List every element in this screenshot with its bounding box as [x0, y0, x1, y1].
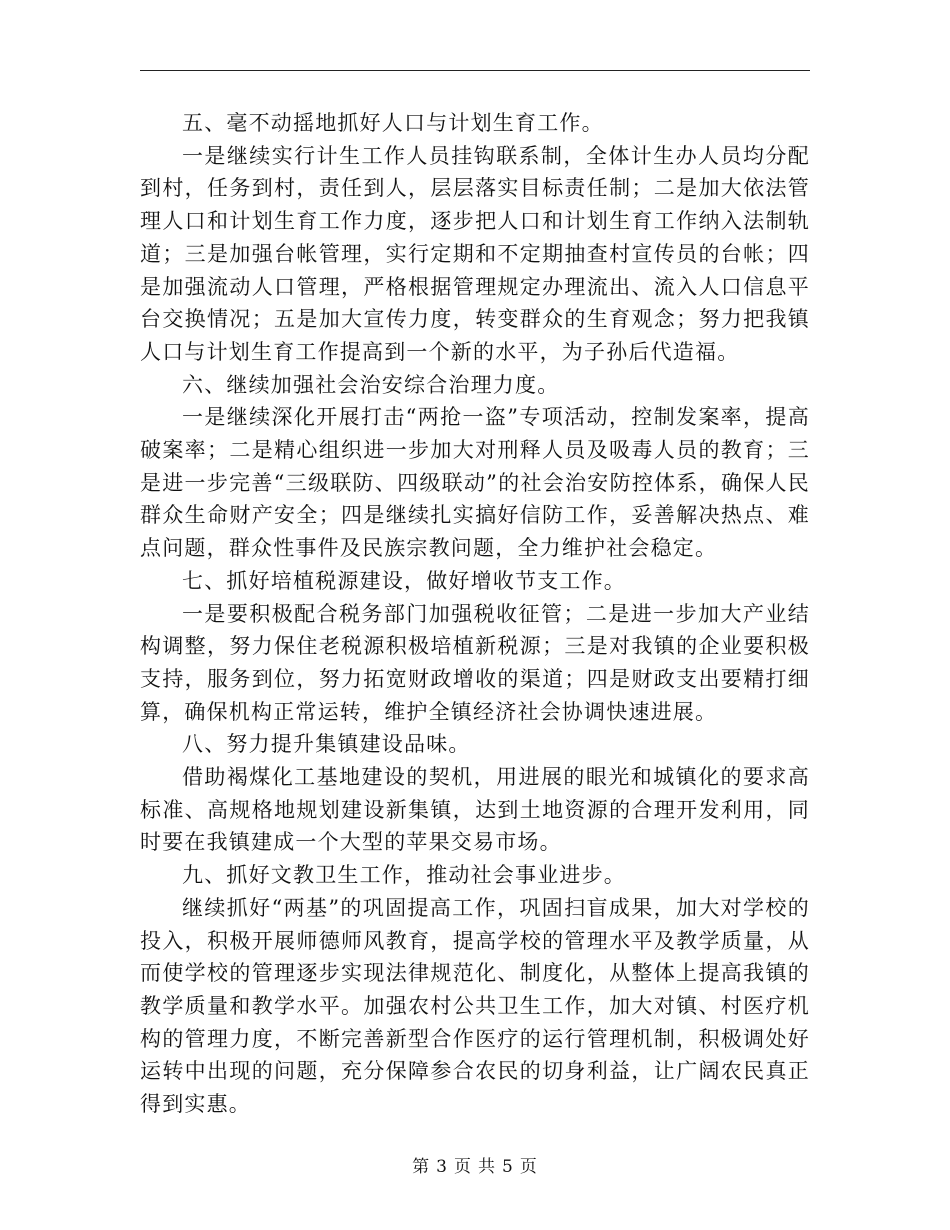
section-heading-6: 六、继续加强社会治安综合治理力度。 — [182, 372, 560, 397]
document-body — [140, 107, 810, 1121]
body-paragraph: 借助褐煤化工基地建设的契机，用进展的眼光和城镇化的要求高标准、高规格地规划建设新集镇，达到土地资源的合理开发利用，同时要在我镇建成一个大型的苹果交易市场。 — [140, 765, 810, 855]
footer-page-word: 页 — [454, 1157, 472, 1177]
section-heading-8: 八、努力提升集镇建设品味。 — [182, 732, 471, 757]
body-paragraph: 继续抓好“两基”的巩固提高工作，巩固扫盲成果，加大对学校的投入，积极开展师德师风教育，提高学校的管理水平及教学质量，从而使学校的管理逐步实现法律规范化、制度化，从整体上提高我镇的教学质量和教学水平。加强农村公共卫生工作，加大对镇、村医疗机构的管理力度，不断完善新型合作医疗的运行管理机制，积极调处好运转中出现的问题，充分保障参合农民的切身利益，让广阔农民真正得到实惠。 — [140, 895, 810, 1117]
body-paragraph: 一是继续深化开展打击“两抢一盗”专项活动，控制发案率，提高破案率；二是精心组织进一步加大对刑释人员及吸毒人员的教育；三是进一步完善“三级联防、四级联动”的社会治安防控体系，确保人民群众生命财产安全；四是继续扎实搞好信防工作，妥善解决热点、难点问题，群众性事件及民族宗教问题，全力维护社会稳定。 — [140, 405, 810, 561]
header-rule — [140, 70, 810, 71]
section-heading-7: 七、抓好培植税源建设，做好增收节支工作。 — [182, 568, 626, 593]
section-heading-9: 九、抓好文教卫生工作，推动社会事业进步。 — [182, 863, 626, 888]
body-paragraph: 一是继续实行计生工作人员挂钩联系制，全体计生办人员均分配到村，任务到村，责任到人，层层落实目标责任制；二是加大依法管理人口和计划生育工作力度，逐步把人口和计划生育工作纳入法制轨道；三是加强台帐管理，实行定期和不定期抽查村宣传员的台帐；四是加强流动人口管理，严格根据管理规定办理流出、流入人口信息平台交换情况；五是加大宣传力度，转变群众的生育观念；努力把我镇人口与计划生育工作提高到一个新的水平，为子孙后代造福。 — [140, 143, 810, 364]
footer-current-page: 3 — [436, 1157, 448, 1177]
page-footer — [0, 1152, 950, 1177]
footer-total-pages: 5 — [502, 1157, 514, 1177]
section-heading-5: 五、毫不动摇地抓好人口与计划生育工作。 — [182, 111, 604, 135]
body-paragraph: 一是要积极配合税务部门加强税收征管；二是进一步加大产业结构调整，努力保住老税源积极培植新税源；三是对我镇的企业要积极支持，服务到位，努力拓宽财政增收的渠道；四是财政支出要精打细算，确保机构正常运转，维护全镇经济社会协调快速进展。 — [140, 601, 810, 724]
footer-total-word: 共 — [478, 1157, 496, 1177]
footer-suffix: 页 — [519, 1157, 538, 1177]
footer-prefix: 第 — [412, 1157, 431, 1177]
